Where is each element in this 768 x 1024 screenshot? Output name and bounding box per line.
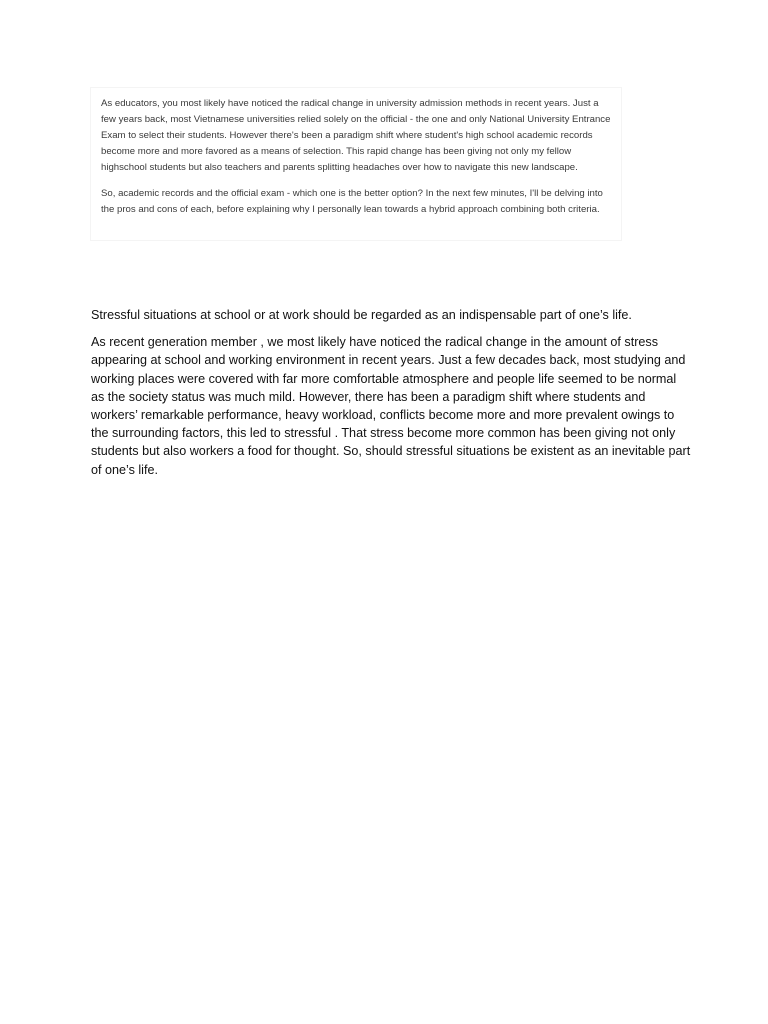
pasted-screenshot-image <box>91 88 621 240</box>
essay-body-paragraph: As recent generation member , we most likely have noticed the radical change in the amount of stress appearing at school and working environment in recent years. Just a few decades back, most studying and working places were covered with far more comfortable atmosphere and people life seemed to be normal as the society status was much mild. However, there has been a paradigm shift where students and workers’ remarkable performance, heavy workload, conflicts become more and more prevalent owings to the surrounding factors, this led to stressful . That stress become more common has been giving not only students but also workers a food for thought. So, should stressful situations be existent as an inevitable part of one’s life. <box>91 335 691 477</box>
essay-title: Stressful situations at school or at work should be regarded as an indispensable part of one’s life. <box>91 308 632 322</box>
pasted-paragraph-1: As educators, you most likely have noticed the radical change in university admission methods in recent years. Just a few years back, most Vietnamese universities relied solely on the official - the one and only National University Entrance Exam to select their students. However there's been a paradigm shift where student's high school academic records become more and more favored as a means of selection. This rapid change has been giving not only my fellow highschool students but also teachers and parents splitting headaches over how to navigate this new landscape. <box>101 98 611 173</box>
essay-section <box>91 306 691 488</box>
pasted-paragraph-2: So, academic records and the official exam - which one is the better option? In the next few minutes, I'll be delving into the pros and cons of each, before explaining why I personally lean towards a hybrid approach combining both criteria. <box>101 188 603 215</box>
